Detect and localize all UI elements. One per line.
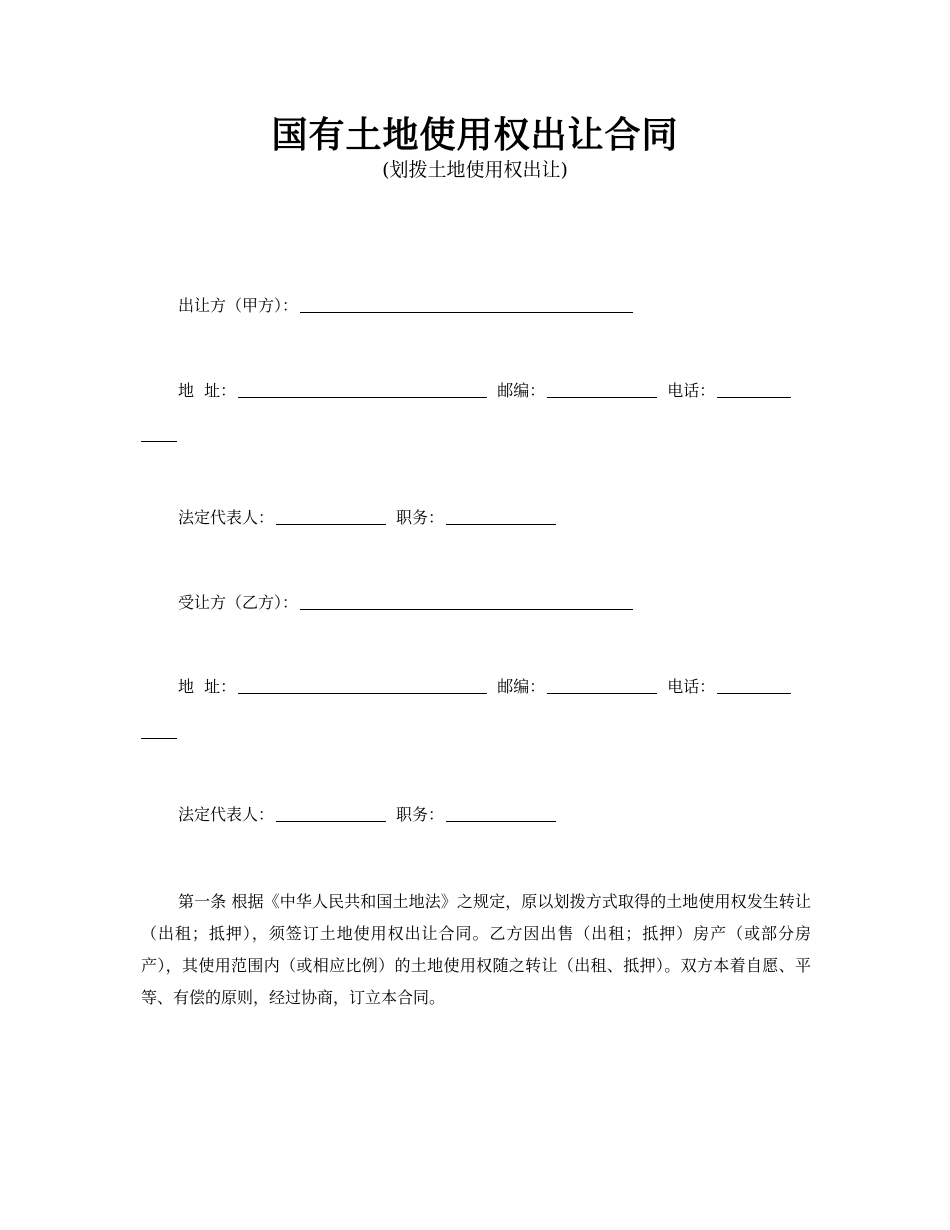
party-b-row (178, 589, 633, 617)
party-a-address-row (178, 377, 791, 405)
party-a-phone-label: 电话： (667, 381, 716, 400)
party-b-postcode-blank[interactable] (547, 693, 657, 694)
party-a-label: 出让方（甲方）： (178, 296, 299, 315)
party-a-position-label: 职务： (396, 508, 445, 527)
party-b-legal-rep-row (178, 801, 556, 829)
party-a-phone-blank[interactable] (717, 397, 791, 398)
party-a-legal-rep-blank[interactable] (276, 524, 386, 525)
party-a-name-blank[interactable] (300, 312, 633, 313)
party-b-address-blank[interactable] (238, 693, 487, 694)
party-b-position-blank[interactable] (446, 821, 556, 822)
party-b-position-label: 职务： (396, 805, 445, 824)
party-b-phone-blank[interactable] (717, 693, 791, 694)
party-a-row (178, 292, 633, 320)
party-a-position-blank[interactable] (446, 524, 556, 525)
article-1-paragraph: 第一条 根据《中华人民共和国土地法》之规定，原以划拨方式取得的土地使用权发生转让（出租；抵押），须签订土地使用权出让合同。乙方因出售（出租；抵押）房产（或部分房产），其使用范围内（或相应比例）的土地使用权随之转让（出租、抵押）。双方本着自愿、平等、有偿的原则，经过协商，订立本合同。 (141, 892, 811, 1007)
party-a-postcode-label: 邮编： (497, 381, 546, 400)
party-a-postcode-blank[interactable] (547, 397, 657, 398)
party-b-address-row (178, 673, 791, 701)
party-a-address-blank[interactable] (238, 397, 487, 398)
document-subtitle: (划拨土地使用权出让) (382, 159, 568, 181)
party-b-label: 受让方（乙方）： (178, 593, 299, 612)
party-b-phone-label: 电话： (667, 677, 716, 696)
party-b-phone-blank-continued[interactable] (141, 738, 177, 739)
document-title: 国有土地使用权出让合同 (271, 115, 679, 156)
party-a-address-label: 地 址： (178, 381, 237, 400)
party-b-postcode-label: 邮编： (497, 677, 546, 696)
party-a-legal-rep-row (178, 504, 556, 532)
party-a-phone-blank-continued[interactable] (141, 441, 177, 442)
party-b-address-label: 地 址： (178, 677, 237, 696)
party-b-legal-rep-blank[interactable] (276, 821, 386, 822)
party-b-legal-rep-label: 法定代表人： (178, 805, 275, 824)
party-a-legal-rep-label: 法定代表人： (178, 508, 275, 527)
party-b-name-blank[interactable] (300, 609, 633, 610)
